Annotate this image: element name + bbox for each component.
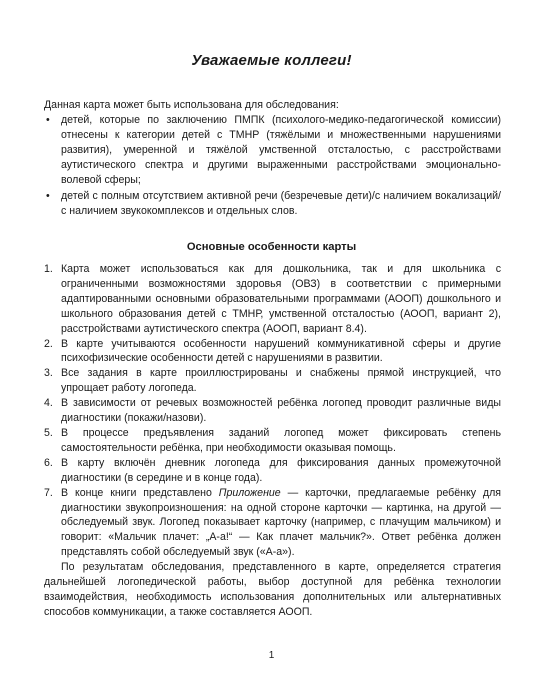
intro-bullet-list <box>44 113 501 219</box>
bullet-dot-icon: • <box>46 114 50 127</box>
intro-lead: Данная карта может быть использована для обследования: <box>44 99 339 111</box>
feature-number: 4. <box>44 397 53 410</box>
feature-item <box>44 456 501 486</box>
intro-bullet-item <box>44 189 501 219</box>
feature-item <box>44 366 501 396</box>
intro-section <box>44 98 501 219</box>
conclusion-paragraph: По результатам обследования, представленного в карте, определяется стратегия дальнейшей логопедической работы, выбор доступной для ребёнка технологии взаимодействия, необходимость использования дополнительных или альтернативных способов коммуникации, а также составляется АООП. <box>44 561 501 618</box>
features-section <box>44 262 501 620</box>
page-title: Уважаемые коллеги! <box>191 52 352 69</box>
features-list <box>44 262 501 560</box>
feature-number: 7. <box>44 486 53 499</box>
feature-item <box>44 426 501 456</box>
page-number: 1 <box>268 650 275 661</box>
feature-text-after: — карточки, предлагаемые ребёнку для диагностики звукопроизношения: на одной стороне карточки — картинка, на другой — обследуемый звук. Логопед показывает карточку (например, с плачущим мальчиком) и говорит: «Мальчик плачет: „А-а!“ — Как плачет мальчик?». Ответ ребёнка должен представлять собой обследуемый звук («А-а»). <box>61 486 501 559</box>
feature-text: В карте учитываются особенности нарушений коммуникативной сферы и другие психофизические особенности детей с нарушениями в развитии. <box>61 337 501 365</box>
feature-item <box>44 262 501 337</box>
intro-bullet-item <box>44 113 501 188</box>
feature-item <box>44 396 501 426</box>
feature-number: 1. <box>44 263 53 275</box>
intro-bullet-text: детей с полным отсутствием активной речи (безречевые дети)/с наличием вокализаций/с наличием звукокомплексов и отдельных слов. <box>61 189 501 217</box>
feature-text: Все задания в карте проиллюстрированы и снабжены прямой инструкцией, что упрощает работу логопеда. <box>61 367 501 395</box>
feature-text: Карта может использоваться как для дошкольника, так и для школьника с ограниченными возможностями здоровья (ОВЗ) в соответствии с примерными адаптированными основными образовательными программами (АООП) дошкольного и школьного образования детей с ТМНР, умственной отсталостью (АООП, вариант 2), расстройствами аутистического спектра (АООП, вариант 8.4). <box>61 263 501 335</box>
intro-bullet-text: детей, которые по заключению ПМПК (психолого-медико-педагогической комиссии) отнесены к категории детей с ТМНР (тяжёлыми и множественными нарушениями развития), умеренной и тяжёлой умственной отсталостью, с расстройствами аутистического спектра и другими выраженными расстройствами эмоционально-волевой сферы; <box>61 114 501 187</box>
feature-number: 2. <box>44 337 53 350</box>
bullet-dot-icon: • <box>46 189 50 202</box>
feature-number: 3. <box>44 367 53 380</box>
appendix-term: Приложение <box>218 486 281 499</box>
feature-item <box>44 486 501 561</box>
feature-number: 6. <box>44 456 53 469</box>
feature-text: В карту включён дневник логопеда для фиксирования данных промежуточной диагностики (в середине и в конце года). <box>61 456 501 484</box>
feature-text: В процессе предъявления заданий логопед может фиксировать степень самостоятельности ребёнка, при необходимости оказывая помощь. <box>61 426 501 454</box>
feature-number: 5. <box>44 426 53 439</box>
feature-text: В зависимости от речевых возможностей ребёнка логопед проводит различные виды диагностики (покажи/назови). <box>61 397 501 425</box>
feature-text-before: В конце книги представлено <box>61 486 219 499</box>
section-heading: Основные особенности карты <box>186 241 357 253</box>
feature-item <box>44 337 501 367</box>
